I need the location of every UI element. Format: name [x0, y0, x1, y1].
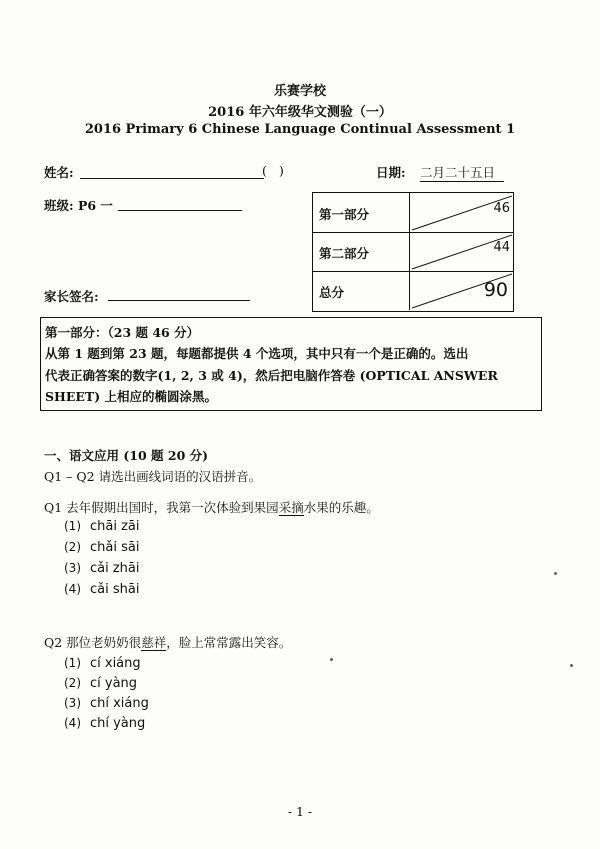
- section-subtitle: Q1 – Q2 请选出画线词语的汉语拼音。: [44, 469, 262, 484]
- stem-text: Q2 那位老奶奶很: [44, 635, 142, 650]
- instructions-box: [40, 317, 542, 411]
- option-text: chí xiáng: [89, 696, 149, 711]
- option-q2-2[interactable]: [64, 675, 137, 691]
- stem-text: Q1 去年假期出国时，我第一次体验到果园: [44, 500, 279, 515]
- scan-speck: [570, 664, 573, 667]
- option-number: (1): [64, 656, 81, 670]
- score-value: 44: [493, 240, 510, 255]
- score-row-part1: [313, 193, 513, 233]
- score-value-total: 90: [483, 279, 508, 301]
- score-row-part2: [313, 232, 513, 272]
- option-text: cí yàng: [89, 676, 138, 691]
- instructions-line: 第一部分：（23 题 46 分）: [45, 325, 200, 340]
- section-title: 一、语文应用 (10 题 20 分): [44, 448, 209, 463]
- underlined-word: 慈祥: [141, 635, 167, 650]
- option-q2-3[interactable]: [64, 695, 149, 711]
- parent-sign-field[interactable]: [108, 300, 250, 301]
- question-2-stem: [44, 633, 291, 651]
- option-text: chāi zāi: [89, 519, 140, 534]
- class-label: 班级: P6 一: [44, 198, 113, 213]
- option-q1-4[interactable]: [64, 581, 139, 597]
- option-q1-1[interactable]: [64, 518, 139, 534]
- score-value: 46: [493, 201, 510, 216]
- option-number: (2): [64, 540, 81, 554]
- class-field[interactable]: [118, 210, 242, 211]
- option-number: (2): [64, 676, 81, 690]
- option-number: (3): [64, 696, 81, 710]
- score-cell: [409, 271, 514, 310]
- score-label: 总分: [319, 285, 345, 300]
- name-label: 姓名:: [44, 165, 74, 180]
- scan-speck: [330, 658, 333, 661]
- paren-open: (: [262, 163, 267, 178]
- parent-sign-label: 家长签名:: [44, 289, 99, 304]
- option-text: chǎi sāi: [89, 540, 140, 555]
- stem-text: ，脸上常常露出笑容。: [166, 635, 292, 650]
- option-number: (3): [64, 561, 81, 575]
- score-label: 第二部分: [319, 246, 370, 261]
- score-cell: [409, 232, 514, 271]
- option-text: cí xiáng: [89, 656, 141, 671]
- score-label: 第一部分: [319, 207, 370, 222]
- name-field[interactable]: [80, 178, 264, 179]
- date-label: 日期:: [376, 165, 406, 180]
- score-row-total: [313, 271, 513, 310]
- instructions-line: 从第 1 题到第 23 题，每题都提供 4 个选项，其中只有一个是正确的。选出: [45, 346, 469, 361]
- stem-text: 水果的乐趣。: [303, 500, 379, 515]
- option-text: cǎi shāi: [89, 582, 140, 597]
- option-q1-3[interactable]: [64, 560, 139, 576]
- score-table: [312, 192, 514, 312]
- instructions-line: SHEET) 上相应的椭圆涂黑。: [45, 389, 217, 404]
- option-q2-1[interactable]: [64, 655, 141, 671]
- english-title: 2016 Primary 6 Chinese Language Continual Assessment 1: [84, 122, 516, 137]
- date-value: 二月二十五日: [420, 163, 504, 182]
- option-q1-2[interactable]: [64, 539, 139, 555]
- test-title: 2016 年六年级华文测验（一）: [208, 105, 392, 120]
- score-cell: [409, 193, 514, 232]
- page-number: - 1 -: [287, 804, 313, 819]
- paren-close: ): [279, 163, 284, 178]
- question-1-stem: [44, 498, 379, 516]
- option-number: (4): [64, 582, 81, 596]
- underlined-word: 采摘: [278, 500, 304, 515]
- option-number: (1): [64, 519, 81, 533]
- option-text: chí yàng: [89, 716, 146, 731]
- school-name: 乐赛学校: [273, 84, 326, 99]
- instructions-line: 代表正确答案的数字(1, 2, 3 或 4)，然后把电脑作答卷 (OPTICAL ANSWER: [45, 368, 498, 383]
- option-q2-4[interactable]: [64, 715, 145, 731]
- scan-speck: [554, 572, 557, 575]
- option-number: (4): [64, 716, 81, 730]
- option-text: cǎi zhāi: [89, 561, 140, 576]
